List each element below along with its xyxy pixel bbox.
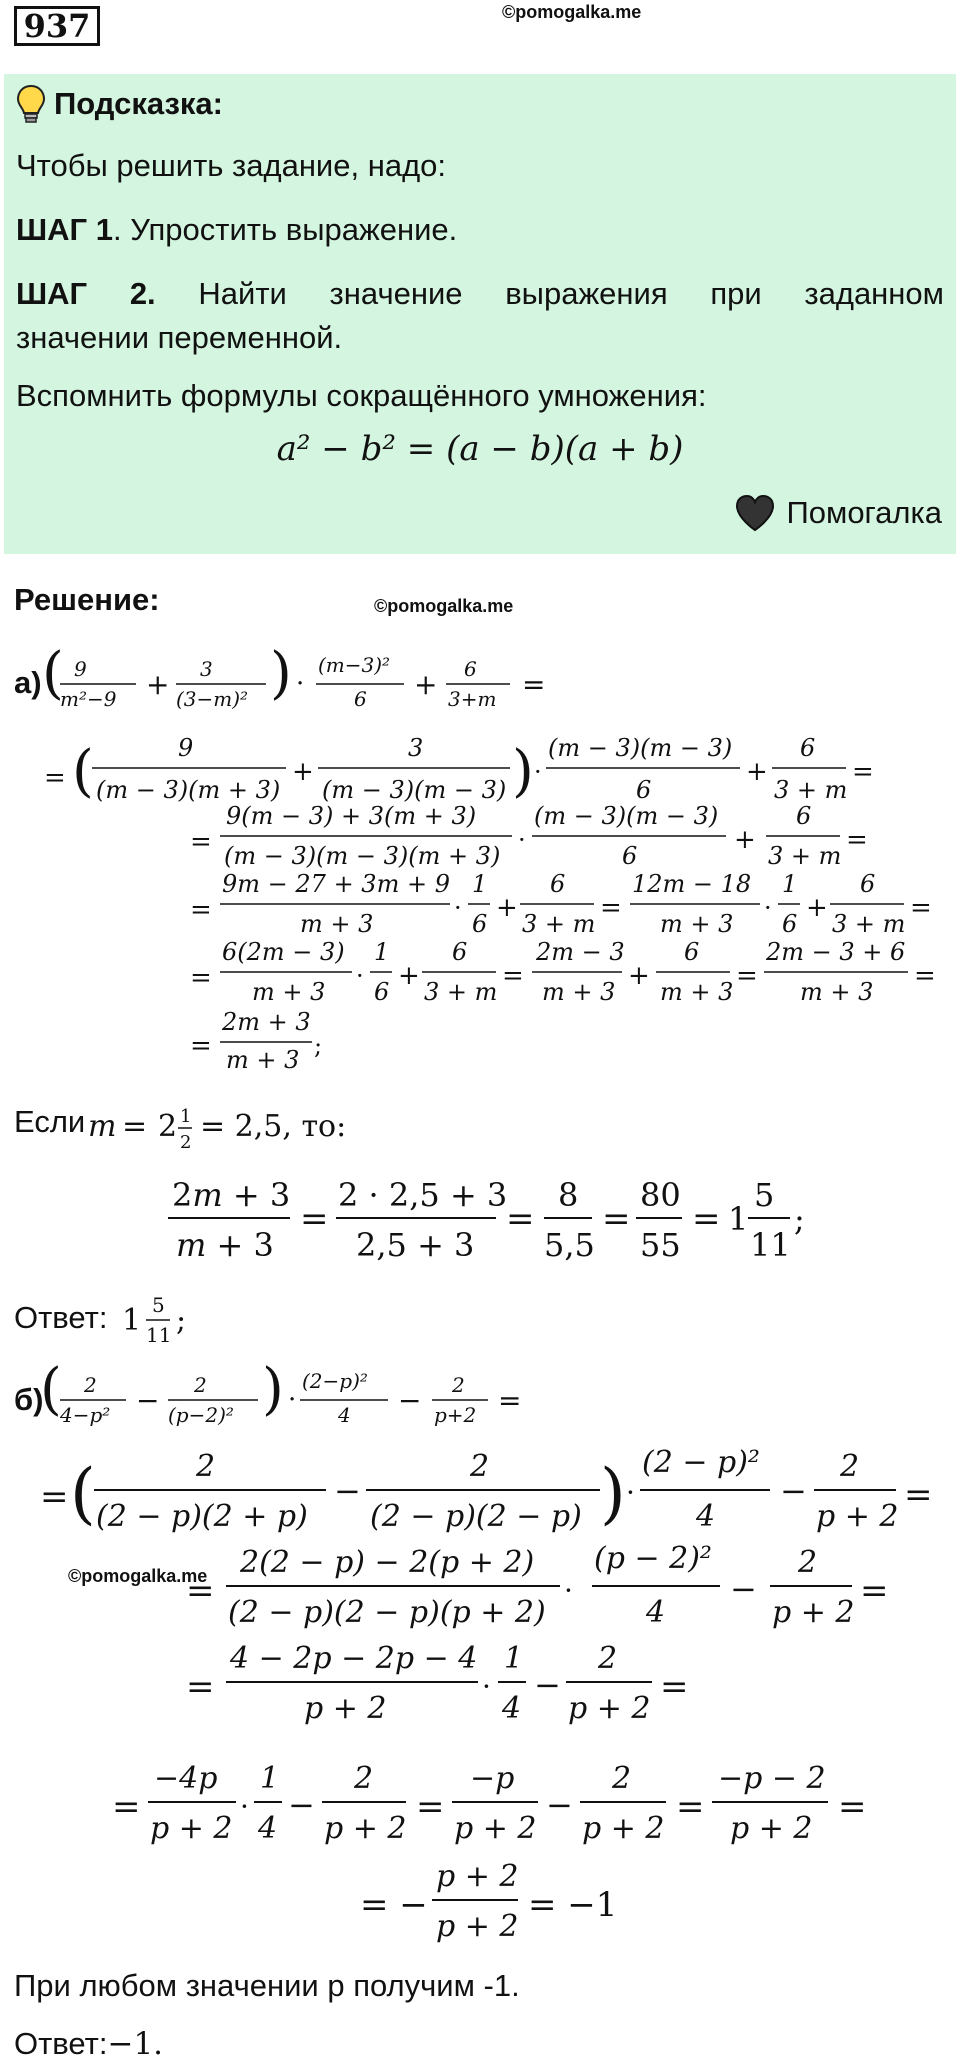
svg-text:−: − [398, 1384, 422, 1417]
svg-text:6: 6 [374, 978, 390, 1006]
svg-text:m + 3: m + 3 [660, 910, 734, 938]
svg-text:2: 2 [180, 1132, 192, 1153]
svg-text:4: 4 [696, 1499, 716, 1534]
svg-text:3 + m: 3 + m [768, 842, 842, 870]
svg-text:4 − 2p − 2p − 4: 4 − 2p − 2p − 4 [230, 1641, 478, 1676]
brand-text: Помогалка [786, 495, 942, 530]
svg-text:p+2: p+2 [434, 1403, 477, 1427]
svg-text:4: 4 [338, 1403, 351, 1427]
svg-text:·: · [764, 894, 772, 922]
svg-text:(m − 3)(m − 3): (m − 3)(m − 3) [548, 734, 733, 762]
calc-a [160, 1166, 860, 1276]
svg-text:(: ( [42, 641, 64, 706]
hint-step2-line2: значении переменной. [16, 320, 343, 355]
svg-text:·: · [534, 758, 542, 786]
solution-title: Решение: [14, 582, 160, 617]
svg-text:= 2,5, то:: = 2,5, то: [200, 1109, 347, 1144]
svg-text:2: 2 [194, 1373, 207, 1397]
svg-text:1: 1 [260, 1761, 280, 1796]
svg-text:2m + 3: 2m + 3 [222, 1008, 311, 1036]
answer-a-label: Ответ: [14, 1300, 108, 1335]
svg-text:·: · [626, 1476, 635, 1509]
svg-text:1: 1 [728, 1200, 749, 1238]
svg-text:=: = [846, 825, 868, 855]
svg-text:+: + [628, 961, 650, 991]
svg-text:2: 2 [158, 1109, 178, 1144]
svg-text:= −1: = −1 [528, 1885, 618, 1925]
svg-text:3 + m: 3 + m [832, 910, 906, 938]
svg-text:=: = [186, 1667, 215, 1707]
svg-text:p + 2: p + 2 [150, 1811, 233, 1846]
svg-text:p + 2: p + 2 [304, 1691, 387, 1726]
svg-text:9: 9 [178, 734, 194, 762]
svg-text:11: 11 [750, 1226, 791, 1264]
svg-text:=: = [852, 757, 874, 787]
svg-text:=: = [692, 1199, 721, 1239]
svg-text:=: = [522, 668, 546, 701]
svg-text:(: ( [72, 739, 94, 804]
answer-b-value: −1. [107, 2026, 164, 2062]
svg-text:2: 2 [598, 1641, 618, 1676]
svg-text:2: 2 [196, 1449, 216, 1484]
answer-b [14, 2026, 163, 2062]
svg-text:=: = [40, 1477, 69, 1517]
svg-text:m + 3: m + 3 [800, 978, 874, 1006]
svg-text:·: · [564, 1574, 573, 1607]
svg-text:+: + [414, 668, 438, 701]
svg-text:(3−m)²: (3−m)² [176, 687, 249, 711]
svg-text:1: 1 [180, 1106, 192, 1127]
svg-text:): ) [600, 1455, 626, 1532]
svg-text:m: m [88, 1109, 117, 1144]
svg-text:5: 5 [152, 1293, 165, 1317]
svg-text:·: · [482, 1670, 491, 1703]
svg-text:−p − 2: −p − 2 [718, 1761, 826, 1796]
svg-text:6: 6 [452, 938, 468, 966]
watermark-top: ©pomogalka.me [502, 2, 642, 22]
part-a-equations [0, 640, 960, 1170]
svg-text:2: 2 [840, 1449, 860, 1484]
svg-text:·: · [288, 1385, 297, 1415]
svg-text:−4p: −4p [154, 1761, 218, 1796]
svg-text:;: ; [176, 1303, 187, 1338]
svg-text:5: 5 [754, 1176, 775, 1214]
svg-text:): ) [512, 739, 534, 804]
svg-text:55: 55 [640, 1226, 681, 1264]
svg-text:p + 2: p + 2 [436, 1909, 519, 1944]
svg-text:=: = [660, 1667, 689, 1707]
svg-text:(2 − p)(2 − p)(p + 2): (2 − p)(2 − p)(p + 2) [228, 1595, 546, 1630]
part-b-label: б) [14, 1382, 44, 1417]
part-b-equations [0, 1356, 960, 1956]
svg-text:6: 6 [800, 734, 816, 762]
svg-text:2 · 2,5 + 3: 2 · 2,5 + 3 [338, 1176, 508, 1214]
svg-text:p + 2: p + 2 [436, 1859, 519, 1894]
svg-text:p + 2: p + 2 [454, 1811, 537, 1846]
svg-text:3: 3 [200, 657, 213, 681]
svg-text:11: 11 [146, 1323, 172, 1347]
problem-number: 937 [14, 6, 100, 46]
svg-text:=: = [506, 1199, 535, 1239]
brand-label [734, 494, 942, 532]
svg-text:4−p²: 4−p² [60, 1403, 111, 1427]
svg-text:+: + [746, 757, 768, 787]
svg-text:6: 6 [550, 870, 566, 898]
svg-text:+: + [146, 668, 170, 701]
hint-step2-line1 [16, 272, 944, 316]
svg-text:=: = [190, 827, 212, 857]
svg-text:=: = [736, 961, 758, 991]
svg-text:5,5: 5,5 [544, 1226, 595, 1264]
svg-text:=: = [44, 763, 66, 793]
heart-icon [734, 494, 776, 532]
svg-text:−: − [334, 1472, 361, 1510]
svg-text:=: = [904, 1475, 933, 1515]
svg-text:=: = [186, 1571, 215, 1611]
hint-step1 [16, 208, 457, 252]
svg-text:1: 1 [782, 870, 798, 898]
svg-text:m + 3: m + 3 [542, 978, 616, 1006]
svg-text:m + 3: m + 3 [660, 978, 734, 1006]
svg-text:4: 4 [258, 1811, 278, 1846]
svg-text:6: 6 [684, 938, 700, 966]
svg-text:+: + [398, 961, 420, 991]
hint-box [4, 74, 956, 554]
svg-text:−p: −p [470, 1761, 515, 1796]
hint-title-text: Подсказка: [54, 86, 223, 121]
svg-text:·: · [356, 962, 364, 990]
hint-title [16, 84, 223, 124]
svg-text:p + 2: p + 2 [568, 1691, 651, 1726]
svg-text:(2 − p)(2 − p): (2 − p)(2 − p) [370, 1499, 582, 1534]
svg-text:3 + m: 3 + m [424, 978, 498, 1006]
svg-text:=: = [838, 1787, 867, 1827]
svg-text:6: 6 [860, 870, 876, 898]
svg-text:=: = [914, 961, 936, 991]
svg-text:p + 2: p + 2 [582, 1811, 665, 1846]
svg-text:6(2m − 3): 6(2m − 3) [222, 938, 345, 966]
svg-text:2: 2 [612, 1761, 632, 1796]
svg-text:2: 2 [470, 1449, 490, 1484]
svg-text:=: = [122, 1109, 148, 1144]
svg-text:1: 1 [374, 938, 390, 966]
svg-text:+: + [806, 893, 828, 923]
svg-text:−: − [546, 1786, 573, 1824]
svg-text:1: 1 [504, 1641, 524, 1676]
step2-text: Найти значение выражения при заданном [198, 276, 944, 311]
svg-text:2m − 3: 2m − 3 [536, 938, 625, 966]
svg-text:=: = [112, 1787, 141, 1827]
answer-b-label: Ответ: [14, 2026, 108, 2061]
svg-text:9m − 27 + 3m + 9: 9m − 27 + 3m + 9 [222, 870, 450, 898]
svg-text:2m + 3: 2m + 3 [172, 1176, 291, 1214]
svg-text:2: 2 [84, 1373, 97, 1397]
svg-text:6: 6 [472, 910, 488, 938]
svg-text:·: · [240, 1790, 249, 1823]
svg-text:(m − 3)(m − 3): (m − 3)(m − 3) [534, 802, 719, 830]
svg-text:=: = [498, 1384, 522, 1417]
svg-text:): ) [270, 641, 292, 706]
svg-text:(p − 2)²: (p − 2)² [594, 1541, 712, 1576]
svg-text:1: 1 [122, 1303, 142, 1338]
svg-text:4: 4 [646, 1595, 666, 1630]
svg-text:−: − [780, 1472, 807, 1510]
step1-text: . Упростить выражение. [112, 212, 458, 247]
svg-text:6: 6 [354, 687, 367, 711]
svg-text:9(m − 3) + 3(m + 3): 9(m − 3) + 3(m + 3) [226, 802, 477, 830]
svg-text:6: 6 [636, 776, 652, 804]
svg-text:−: − [288, 1786, 315, 1824]
svg-text:(m − 3)(m − 3)(m + 3): (m − 3)(m − 3)(m + 3) [224, 842, 501, 870]
svg-text:m + 3: m + 3 [300, 910, 374, 938]
lightbulb-icon [16, 84, 46, 124]
svg-text:=: = [502, 961, 524, 991]
svg-text:1: 1 [472, 870, 488, 898]
svg-text:p + 2: p + 2 [816, 1499, 899, 1534]
hint-reminder: Вспомнить формулы сокращённого умножения: [16, 378, 707, 413]
svg-text:= −: = − [360, 1885, 428, 1925]
svg-text:(m−3)²: (m−3)² [318, 653, 391, 677]
svg-text:3+m: 3+m [448, 687, 497, 711]
answer-a-value [118, 1284, 208, 1354]
svg-text:+: + [496, 893, 518, 923]
svg-text:(2−p)²: (2−p)² [302, 1369, 368, 1393]
svg-text:3 + m: 3 + m [774, 776, 848, 804]
svg-text:2: 2 [798, 1545, 818, 1580]
svg-text:(m − 3)(m − 3): (m − 3)(m − 3) [322, 776, 507, 804]
svg-text:=: = [190, 1031, 212, 1061]
svg-text:(: ( [40, 1357, 62, 1422]
svg-text:(2 − p)(2 + p): (2 − p)(2 + p) [96, 1499, 308, 1534]
hint-intro: Чтобы решить задание, надо: [16, 148, 447, 183]
svg-text:=: = [910, 893, 932, 923]
svg-text:2: 2 [452, 1373, 465, 1397]
hint-formula: a² − b² = (a − b)(a + b) [276, 429, 684, 469]
svg-text:(p−2)²: (p−2)² [168, 1403, 234, 1427]
svg-text:=: = [676, 1787, 705, 1827]
svg-text:m + 3: m + 3 [176, 1226, 274, 1264]
part-a-label: а) [14, 665, 42, 700]
svg-text:9: 9 [74, 657, 87, 681]
svg-text:·: · [296, 669, 305, 699]
step2-label: ШАГ 2. [16, 276, 156, 311]
svg-text:6: 6 [622, 842, 638, 870]
svg-text:3: 3 [408, 734, 424, 762]
watermark-bottom: ©pomogalka.me [68, 1566, 208, 1586]
svg-text:m²−9: m²−9 [60, 687, 117, 711]
svg-text:·: · [454, 894, 462, 922]
svg-text:2(2 − p) − 2(p + 2): 2(2 − p) − 2(p + 2) [240, 1545, 535, 1580]
svg-text:=: = [190, 963, 212, 993]
if-text: Если [14, 1104, 86, 1139]
svg-text:+: + [734, 825, 756, 855]
svg-text:6: 6 [782, 910, 798, 938]
svg-text:=: = [190, 895, 212, 925]
svg-text:): ) [262, 1357, 284, 1422]
svg-text:p + 2: p + 2 [324, 1811, 407, 1846]
svg-text:;: ; [314, 1032, 323, 1060]
svg-text:+: + [292, 757, 314, 787]
svg-text:12m − 18: 12m − 18 [632, 870, 752, 898]
watermark-mid: ©pomogalka.me [374, 596, 514, 616]
svg-text:=: = [416, 1787, 445, 1827]
step1-label: ШАГ 1 [16, 212, 113, 247]
svg-text:(: ( [70, 1455, 96, 1532]
svg-text:−: − [534, 1666, 561, 1704]
svg-text:80: 80 [640, 1176, 681, 1214]
svg-text:2: 2 [354, 1761, 374, 1796]
svg-text:=: = [300, 1199, 329, 1239]
svg-text:m + 3: m + 3 [252, 978, 326, 1006]
svg-text:2,5 + 3: 2,5 + 3 [356, 1226, 475, 1264]
svg-text:3 + m: 3 + m [522, 910, 596, 938]
svg-text:(m − 3)(m + 3): (m − 3)(m + 3) [96, 776, 281, 804]
svg-text:8: 8 [558, 1176, 579, 1214]
svg-text:·: · [518, 826, 526, 854]
svg-text:2m − 3 + 6: 2m − 3 + 6 [766, 938, 906, 966]
conclusion: При любом значении р получим -1. [14, 1968, 520, 2003]
svg-text:=: = [860, 1571, 889, 1611]
if-value [86, 1096, 386, 1166]
svg-text:p + 2: p + 2 [772, 1595, 855, 1630]
svg-text:6: 6 [464, 657, 477, 681]
svg-text:;: ; [794, 1200, 805, 1238]
svg-text:p + 2: p + 2 [730, 1811, 813, 1846]
svg-text:−: − [730, 1570, 757, 1608]
svg-text:6: 6 [796, 802, 812, 830]
svg-text:m + 3: m + 3 [226, 1046, 300, 1074]
svg-text:=: = [600, 893, 622, 923]
svg-text:−: − [136, 1384, 160, 1417]
svg-text:=: = [602, 1199, 631, 1239]
svg-text:(2 − p)²: (2 − p)² [642, 1445, 760, 1480]
svg-text:4: 4 [502, 1691, 522, 1726]
